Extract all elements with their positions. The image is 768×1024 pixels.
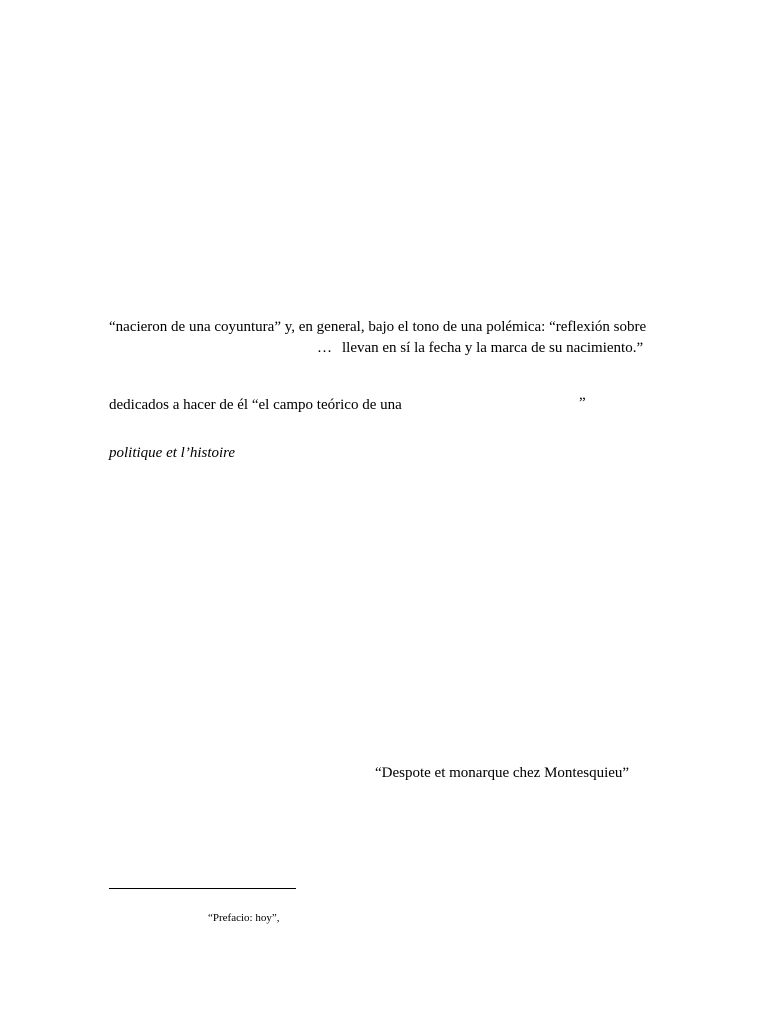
closing-quote-mark: ” xyxy=(579,395,586,411)
ellipsis-fragment: … xyxy=(317,340,332,356)
text-line-campo-teorico: dedicados a hacer de él “el campo teórico de una xyxy=(109,397,402,413)
text-line-coyuntura: “nacieron de una coyuntura” y, en general, bajo el tono de una polémica: “reflexión sobre xyxy=(109,319,647,335)
quoted-title-montesquieu: “Despote et monarque chez Montesquieu” xyxy=(375,765,630,781)
footnote-separator-rule xyxy=(109,888,296,889)
footnote-text: “Prefacio: hoy”, xyxy=(208,912,280,924)
text-line-fecha-marca: llevan en sí la fecha y la marca de su nacimiento.” xyxy=(342,340,644,356)
italic-title-politique: politique et l’histoire xyxy=(109,445,236,461)
